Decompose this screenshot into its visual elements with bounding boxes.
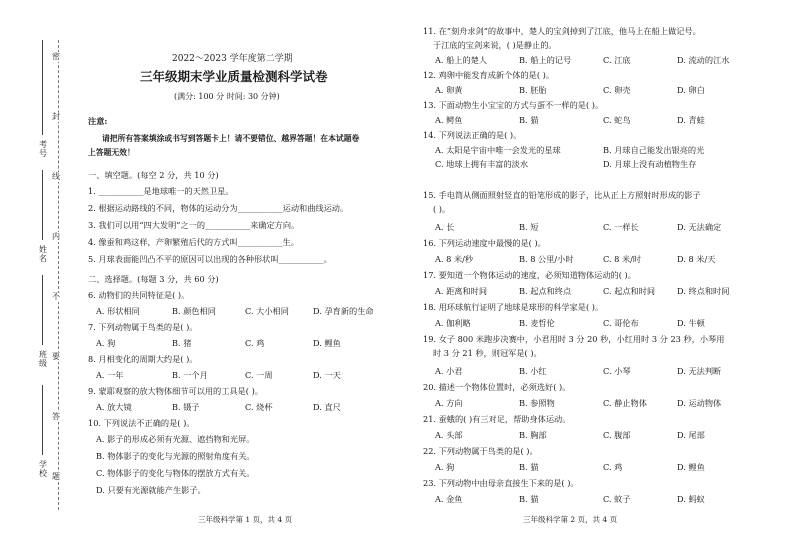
choice-options bbox=[423, 115, 783, 126]
exam-meta: (满分: 100 分 时间: 30 分钟) bbox=[174, 92, 280, 101]
option: B. 胸部 bbox=[519, 430, 547, 440]
option: B. 参照物 bbox=[519, 398, 555, 408]
option: C. 蛇鸟 bbox=[603, 115, 631, 125]
section-2-title: 二、选择题。(每题 3 分，共 60 分) bbox=[88, 274, 219, 284]
option: B. 猫 bbox=[519, 494, 539, 504]
option: C. 小琴 bbox=[603, 366, 631, 376]
choice-question: 19. 女子 800 米跑步决赛中，小君用时 3 分 20 秒，小红用时 3 分 23 秒，小琴用 bbox=[423, 334, 725, 344]
option: A. 狗 bbox=[435, 462, 455, 472]
choice-options bbox=[88, 306, 388, 317]
option: C. 哥伦布 bbox=[603, 318, 639, 328]
choice-question: 15. 手电筒从侧面照射竖直的铅笔形成的影子，比从正上方照射时形成的影子 bbox=[423, 190, 701, 200]
choice-options bbox=[423, 494, 783, 505]
option: C. 鸡 bbox=[245, 338, 265, 348]
choice-options bbox=[88, 402, 388, 413]
option: A. 放大镜 bbox=[96, 402, 132, 412]
choice-question: 18. 用环球航行证明了地球是球形的科学家是( )。 bbox=[423, 302, 604, 312]
option: C. 一周 bbox=[245, 370, 273, 380]
fill-line bbox=[42, 385, 43, 455]
option: D. 牛顿 bbox=[677, 318, 705, 328]
notice-text: 请把所有答案填涂或书写到答题卡上！请不要错位、越界答题！在本试题卷 bbox=[102, 134, 360, 143]
option: D. 孕育新的生命 bbox=[313, 306, 374, 316]
fill-question: 1. ___________是地球唯一的天然卫星。 bbox=[88, 186, 234, 196]
choice-options bbox=[423, 85, 783, 96]
choice-question: 14. 下列说法正确的是( )。 bbox=[423, 130, 522, 140]
exam-title: 三年级期末学业质量检测科学试卷 bbox=[140, 69, 328, 84]
option: A. 形状相同 bbox=[96, 306, 140, 316]
choice-question: 9. 蒙耶观察的放大物体细节可以用的工具是( )。 bbox=[88, 386, 263, 396]
seal-char: 要 bbox=[52, 352, 60, 361]
option: C. 蚊子 bbox=[603, 494, 631, 504]
option: D. 鲤鱼 bbox=[313, 338, 341, 348]
choice-options bbox=[423, 145, 783, 171]
option: D. 卵白 bbox=[677, 85, 705, 95]
option: A. 一年 bbox=[96, 370, 124, 380]
option: A. 8 米/秒 bbox=[435, 254, 474, 264]
choice-options bbox=[423, 55, 783, 66]
choice-options bbox=[423, 254, 783, 265]
option: D. 直尺 bbox=[313, 402, 341, 412]
choice-options bbox=[423, 318, 783, 329]
choice-options bbox=[88, 370, 388, 381]
choice-question: 7. 下列动物属于鸟类的是( )。 bbox=[88, 322, 198, 332]
choice-question-cont: 于江底的宝剑来说，( )是静止的。 bbox=[433, 40, 557, 50]
option: A. 长 bbox=[435, 222, 455, 232]
choice-question: 10. 下列说法不正确的是( )。 bbox=[88, 418, 195, 428]
option: A. 伽利略 bbox=[435, 318, 471, 328]
option: B. 猪 bbox=[172, 338, 192, 348]
option: A. 卵黄 bbox=[435, 85, 463, 95]
option: A. 头部 bbox=[435, 430, 463, 440]
fill-line bbox=[42, 170, 43, 240]
choice-question: 13. 下面动物生小宝宝的方式与蛋不一样的是( )。 bbox=[423, 100, 604, 110]
choice-question: 21. 蚕蛾的( )有三对足，帮助身体运动。 bbox=[423, 414, 571, 424]
seal-char: 题 bbox=[52, 472, 60, 481]
option: B. 8 公里/小时 bbox=[519, 254, 574, 264]
option: C. 烧杯 bbox=[245, 402, 273, 412]
notice-text: 上答题无效！ bbox=[88, 148, 135, 157]
seal-char: 答 bbox=[52, 412, 60, 421]
option: A. 影子的形成必须有光源、遮挡物和光屏。 bbox=[96, 434, 255, 444]
choice-question: 17. 要知道一个物体运动的速度，必须知道物体运动的( )。 bbox=[423, 270, 636, 280]
option: D. 月球上没有动植物生存 bbox=[603, 159, 697, 169]
option: A. 金鱼 bbox=[435, 494, 463, 504]
option: D. 青蛙 bbox=[677, 115, 705, 125]
option: A. 狗 bbox=[96, 338, 116, 348]
choice-options bbox=[423, 430, 783, 441]
option: C. 卵壳 bbox=[603, 85, 631, 95]
seal-char: 密 bbox=[52, 52, 60, 61]
option: B. 起点和终点 bbox=[519, 286, 572, 296]
option: C. 腹部 bbox=[603, 430, 631, 440]
section-1-title: 一、填空题。(每空 2 分，共 10 分) bbox=[88, 170, 219, 180]
choice-options bbox=[423, 222, 783, 233]
page-footer: 三年级科学第 2 页，共 4 页 bbox=[523, 515, 618, 524]
school-year: 2022～2023 学年度第二学期 bbox=[172, 54, 293, 64]
gutter-label: 学校 bbox=[39, 460, 47, 478]
seal-dashed-line bbox=[58, 40, 59, 510]
fill-question: 2. 根据运动路线的不同，物体的运动分为___________运动和曲线运动。 bbox=[88, 203, 349, 213]
option: C. 地球上拥有丰富的淡水 bbox=[435, 159, 529, 169]
option: D. 鲤鱼 bbox=[677, 462, 705, 472]
choice-question: 12. 鸡卵中能发育成新个体的是( )。 bbox=[423, 70, 555, 80]
choice-question: 16. 下列运动速度中最慢的是( )。 bbox=[423, 238, 546, 248]
option: B. 月球自己能发出银亮的光 bbox=[603, 145, 705, 155]
option: A. 距离和时间 bbox=[435, 286, 488, 296]
choice-options bbox=[423, 398, 783, 409]
notice-title: 注意: bbox=[88, 116, 108, 126]
option: A. 小君 bbox=[435, 366, 463, 376]
option: B. 物体影子的变化与光源的照射角度有关。 bbox=[96, 451, 255, 461]
choice-options bbox=[423, 462, 783, 473]
option: B. 猫 bbox=[519, 462, 539, 472]
option: D. 流动的江水 bbox=[677, 55, 730, 65]
option: C. 8 米/时 bbox=[603, 254, 642, 264]
seal-char: 线 bbox=[52, 172, 60, 181]
choice-options bbox=[423, 286, 783, 297]
choice-question: 6. 动物们的共同特征是( )。 bbox=[88, 290, 190, 300]
option: D. 尾部 bbox=[677, 430, 705, 440]
gutter-label: 考号 bbox=[39, 140, 47, 158]
choice-question: 11. 在“刻舟求剑”的故事中，楚人的宝剑掉到了江底，他马上在船上做记号。 bbox=[423, 26, 701, 36]
option: D. 无法确定 bbox=[677, 222, 722, 232]
choice-options bbox=[423, 366, 783, 377]
option: A. 船上的楚人 bbox=[435, 55, 488, 65]
choice-options bbox=[88, 338, 388, 349]
option: B. 小红 bbox=[519, 366, 547, 376]
gutter-label: 姓名 bbox=[39, 245, 47, 263]
option: B. 麦哲伦 bbox=[519, 318, 555, 328]
option: C. 一样长 bbox=[603, 222, 639, 232]
option: A. 方向 bbox=[435, 398, 463, 408]
seal-char: 内 bbox=[52, 232, 60, 241]
option: D. 运动物体 bbox=[677, 398, 722, 408]
option: C. 物体影子的变化与物体的摆放方式有关。 bbox=[96, 468, 255, 478]
choice-question: 23. 下列动物中由母亲直接生下来的是( )。 bbox=[423, 478, 579, 488]
option: C. 静止物体 bbox=[603, 398, 647, 408]
option: D. 无法判断 bbox=[677, 366, 722, 376]
option: D. 一天 bbox=[313, 370, 341, 380]
seal-char: 封 bbox=[52, 112, 60, 121]
option: B. 一个月 bbox=[172, 370, 208, 380]
option: B. 短 bbox=[519, 222, 539, 232]
option: A. 鳄鱼 bbox=[435, 115, 463, 125]
option: D. 蚂蚁 bbox=[677, 494, 705, 504]
option: C. 鸡 bbox=[603, 462, 623, 472]
option: B. 船上的记号 bbox=[519, 55, 572, 65]
option: B. 胚胎 bbox=[519, 85, 547, 95]
option: D. 只要有光源就能产生影子。 bbox=[96, 485, 206, 495]
choice-question-cont: 时 3 分 21 秒，则冠军是( )。 bbox=[433, 348, 542, 358]
option: C. 起点和时间 bbox=[603, 286, 656, 296]
option: C. 江底 bbox=[603, 55, 631, 65]
gutter-label: 班级 bbox=[39, 350, 47, 368]
exam-page-2 bbox=[397, 0, 794, 550]
fill-line bbox=[42, 275, 43, 345]
seal-char: 不 bbox=[52, 292, 60, 301]
option: B. 镊子 bbox=[172, 402, 200, 412]
option: A. 太阳是宇宙中唯一会发光的星球 bbox=[435, 145, 561, 155]
choice-question-cont: ( )。 bbox=[433, 204, 451, 214]
choice-question: 20. 描述一个物体位置时，必须选好( )。 bbox=[423, 382, 571, 392]
page-footer: 三年级科学第 1 页，共 4 页 bbox=[198, 515, 293, 524]
fill-question: 5. 月球表面能凹凸不平的原因可以出现的各种形状叫___________。 bbox=[88, 254, 332, 264]
binding-gutter bbox=[0, 0, 72, 550]
option: D. 8 米/天 bbox=[677, 254, 716, 264]
option: B. 猫 bbox=[519, 115, 539, 125]
option: B. 颜色相同 bbox=[172, 306, 216, 316]
fill-question: 3. 我们可以用“四大发明”之一的___________来确定方向。 bbox=[88, 220, 300, 230]
option: C. 大小相同 bbox=[245, 306, 289, 316]
choice-question: 8. 月相变化的周期大约是( )。 bbox=[88, 354, 198, 364]
fill-line bbox=[42, 40, 43, 135]
fill-question: 4. 像蚕和鸡这样，产卵繁殖后代的方式叫___________生。 bbox=[88, 237, 300, 247]
choice-question: 22. 下列动物属于鸟类的是( )。 bbox=[423, 446, 538, 456]
option: D. 终点和时间 bbox=[677, 286, 730, 296]
